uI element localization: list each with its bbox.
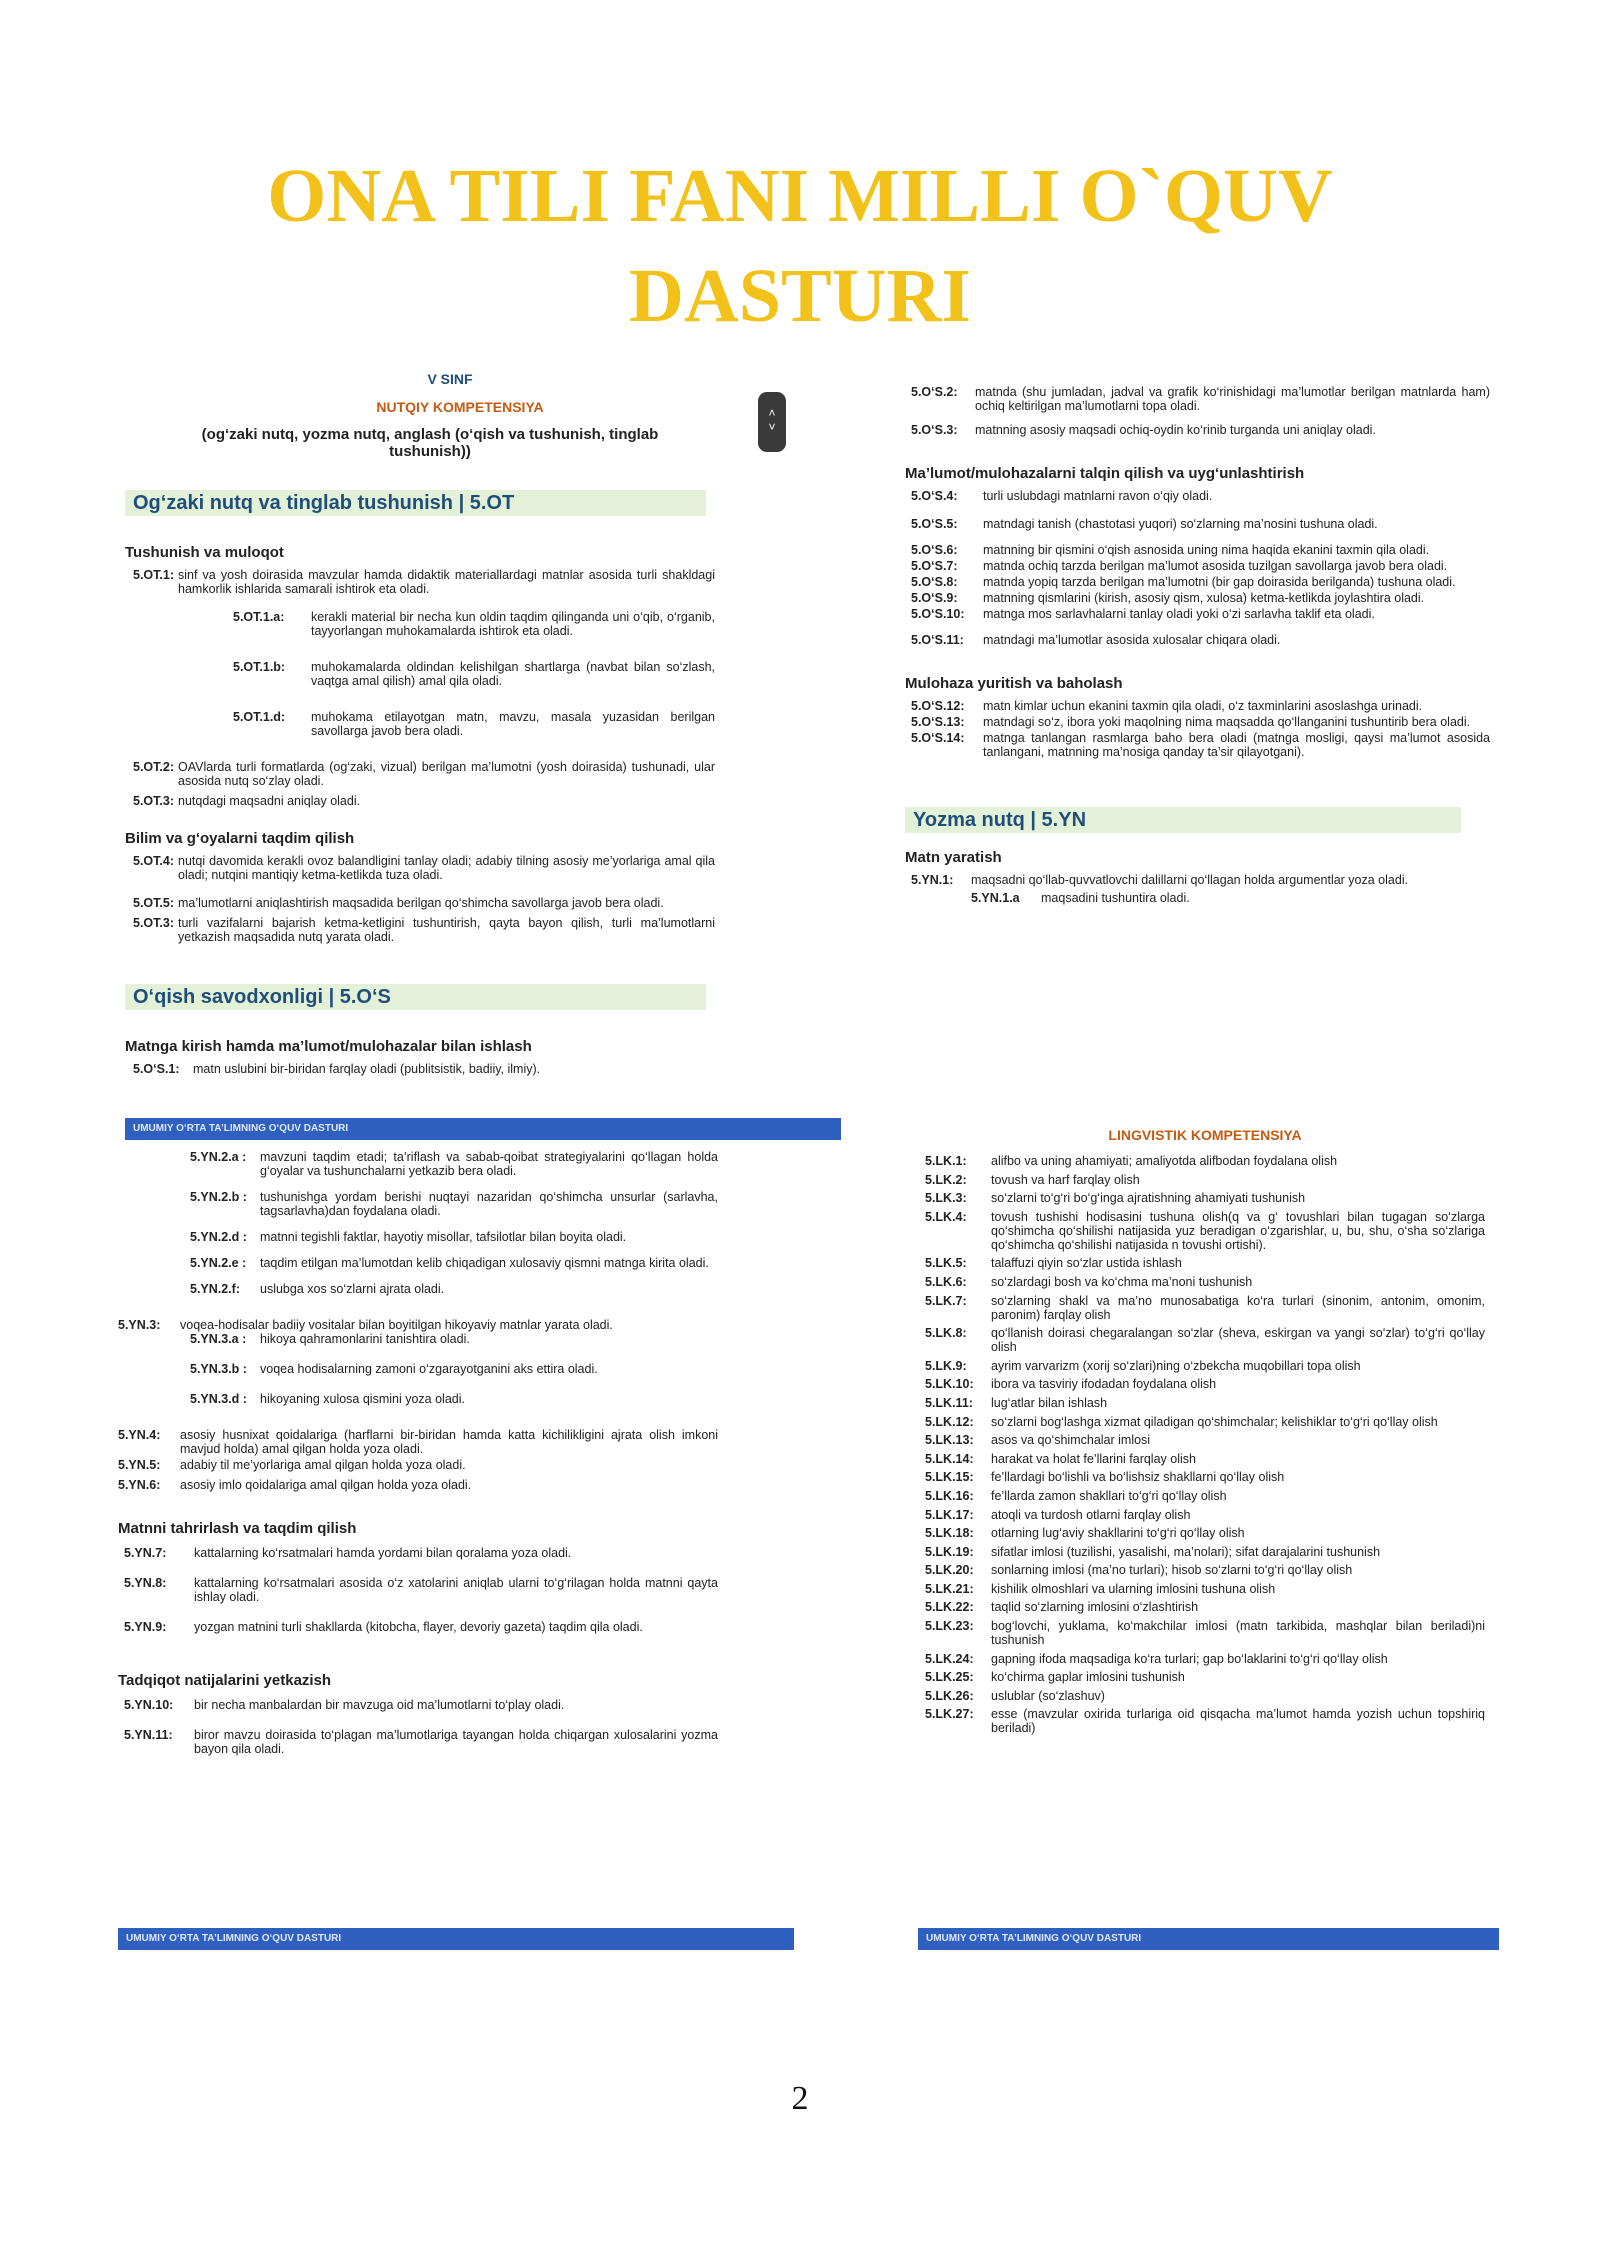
list-item: 5.OT.2: OAVlarda turli formatlarda (og‘zaki, vizual) berilgan ma’lumotni (yosh doirasida) tushunadi, ular asosida nutq so‘zlay oladi. [133, 760, 715, 788]
list-item: 5.O‘S.6: matnning bir qismini o‘qish asnosida uning nima haqida ekanini taxmin qila oladi. [911, 543, 1430, 557]
list-item: 5.LK.19: sifatlar imlosi (tuzilishi, yasalishi, ma’nolari); sifat darajalarini tushunish [925, 1544, 1381, 1559]
list-item: 5.YN.4: asosiy husnixat qoidalariga (harflarni bir-biridan hamda katta kichilikligini ajrata olish imkoni mavjud holda) amal qilgan holda yoza oladi. [118, 1428, 718, 1456]
list-item: 5.LK.15: fe’llardagi bo‘lishli va bo‘lishsiz shakllarni qo‘llay olish [925, 1470, 1285, 1485]
list-item: 5.YN.6: asosiy imlo qoidalariga amal qilgan holda yoza oladi. [118, 1478, 472, 1492]
list-item: 5.LK.17: atoqli va turdosh otlarni farqlay olish [925, 1507, 1191, 1522]
list-tushunish [125, 568, 715, 808]
list-tahrirlash [118, 1546, 718, 1634]
list-item: 5.O‘S.4: turli uslubdagi matnlarni ravon o‘qiy oladi. [911, 489, 1213, 503]
list-item: 5.LK.20: sonlarning imlosi (ma’no turlari); hisob so‘zlarni to‘g‘ri qo‘llay olish [925, 1563, 1353, 1578]
grade-label: V SINF [427, 371, 473, 387]
section-yozma-nutq: Yozma nutq | 5.YN [905, 807, 1461, 833]
list-item: 5.YN.10: bir necha manbalardan bir mavzuga oid ma’lumotlarni to‘play oladi. [124, 1698, 565, 1712]
list-item: 5.YN.2.e : taqdim etilgan ma’lumotdan kelib chiqadigan xulosaviy qismni matnga kirita oladi. [190, 1256, 709, 1270]
heading-talqin: Ma’lumot/mulohazalarni talqin qilish va uyg‘unlashtirish [905, 465, 1305, 482]
footer-banner: UMUMIY O‘RTA TA’LIMNING O‘QUV DASTURI [125, 1118, 841, 1140]
list-item: 5.O‘S.8: matnda yopiq tarzda berilgan ma’lumotni (bir gap doirasida berilganda) tushuna oladi. [911, 575, 1456, 589]
list-item: 5.OT.4: nutqi davomida kerakli ovoz balandligini tanlay oladi; adabiy tilning asosiy me’yorlariga amal qila oladi; nutqini mantiqiy ketma-ketlikda tuza oladi. [133, 854, 715, 882]
list-item: 5.YN.8: kattalarning ko‘rsatmalari asosida o‘z xatolarini aniqlab ularni to‘g‘rilagan holda matnni qayta ishlay oladi. [124, 1576, 718, 1604]
section-og-zaki-nutq: Og‘zaki nutq va tinglab tushunish | 5.OT [125, 490, 706, 516]
list-item: 5.OT.1.a: kerakli material bir necha kun oldin taqdim qilinganda uni o‘qib, o‘rganib, tayyorlangan muhokamalarda ishtirok eta oladi. [233, 610, 715, 638]
scroll-arrows-icon[interactable]: ˄ ˅ [758, 392, 786, 452]
list-item: 5.LK.21: kishilik olmoshlari va ularning imlosini tushuna olish [925, 1581, 1276, 1596]
list-item: 5.OT.3: nutqdagi maqsadni aniqlay oladi. [133, 794, 361, 808]
left-column-bottom [118, 1150, 718, 1756]
list-matn-yaratish [905, 873, 1490, 905]
list-item: 5.LK.8: qo‘llanish doirasi chegaralangan so‘zlar (sheva, eskirgan va yangi so‘zlar) to‘g‘ri qo‘llay olish [925, 1326, 1485, 1355]
list-item: 5.OT.1.b: muhokamalarda oldindan kelishilgan shartlarga (navbat bilan so‘zlash, vaqtga amal qilish) amal qila oladi. [233, 660, 715, 688]
list-item: 5.LK.2: tovush va harf farqlay olish [925, 1172, 1140, 1187]
list-talqin [905, 489, 1490, 647]
page-number: 2 [791, 2080, 809, 2117]
list-item: 5.OT.1.d: muhokama etilayotgan matn, mavzu, masala yuzasidan berilgan savollarga javob bera oladi. [233, 710, 715, 738]
list-item: 5.LK.9: ayrim varvarizm (xorij so‘zlari)ning o‘zbekcha muqobillari topa olish [925, 1358, 1361, 1373]
list-item: 5.LK.14: harakat va holat fe’llarini farqlay olish [925, 1451, 1196, 1466]
competence-heading: NUTQIY KOMPETENSIYA [376, 399, 544, 415]
list-item: 5.LK.10: ibora va tasviriy ifodadan foydalana olish [925, 1377, 1217, 1392]
heading-bilim: Bilim va g‘oyalarni taqdim qilish [125, 830, 355, 847]
list-yn2 [190, 1150, 718, 1296]
heading-tushunish: Tushunish va muloqot [125, 544, 284, 561]
list-item: 5.YN.2.d : matnni tegishli faktlar, hayotiy misollar, tafsilotlar bilan boyita oladi. [190, 1230, 627, 1244]
list-item: 5.LK.7: so‘zlarning shakl va ma’no munosabatiga ko‘ra turlari (sinonim, antonim, omonim, paronim) farqlay olish [925, 1293, 1485, 1322]
list-mulohaza [905, 699, 1490, 759]
right-column-bottom [925, 1128, 1485, 1740]
list-bilim [125, 854, 715, 944]
list-item: 5.LK.1: alifbo va uning ahamiyati; amaliyotda alifbodan foydalana olish [925, 1154, 1338, 1168]
list-item: 5.YN.2.b : tushunishga yordam berishi nuqtayi nazaridan qo‘shimcha unsurlar (sarlavha, tagsarlavha)dan foydalana oladi. [190, 1190, 718, 1218]
list-item: 5.YN.11: biror mavzu doirasida to‘plagan ma’lumotlariga tayangan holda chiqargan xulosalarini yozma bayon qila oladi. [124, 1728, 718, 1756]
list-item: 5.LK.6: so‘zlardagi bosh va ko‘chma ma’noni tushunish [925, 1274, 1253, 1289]
list-item: 5.YN.3.b : voqea hodisalarning zamoni o‘zgarayotganini aks ettira oladi. [190, 1362, 598, 1376]
list-item: 5.LK.13: asos va qo‘shimchalar imlosi [925, 1433, 1151, 1448]
list-item: 5.O‘S.12: matn kimlar uchun ekanini taxmin qila oladi, o‘z taxminlarini asoslashga urinadi. [911, 699, 1423, 713]
list-item: 5.YN.3.a : hikoya qahramonlarini tanishtira oladi. [190, 1332, 470, 1346]
list-item: 5.YN.2.f: uslubga xos so‘zlarni ajrata oladi. [190, 1282, 445, 1296]
list-item: 5.YN.1: maqsadni qo‘llab-quvvatlovchi dalillarni qo‘llagan holda argumentlar yoza oladi. [911, 873, 1409, 887]
list-item: 5.LK.11: lug‘atlar bilan ishlash [925, 1395, 1108, 1410]
list-item: 5.LK.18: otlarning lug‘aviy shakllarini to‘g‘ri qo‘llay olish [925, 1526, 1245, 1541]
list-item: 5.O‘S.1: matn uslubini bir-biridan farqlay oladi (publitsistik, badiiy, ilmiy). [133, 1062, 541, 1076]
list-item: 5.O‘S.11: matndagi ma’lumotlar asosida xulosalar chiqara oladi. [911, 633, 1281, 647]
list-item: 5.LK.27: esse (mavzular oxirida turlariga oid qisqacha ma’lumot hamda yozish uchun topshiriq beriladi) [925, 1707, 1485, 1736]
section-o-qish-savodxonligi: O‘qish savodxonligi | 5.O‘S [125, 984, 706, 1010]
list-item: 5.O‘S.13: matndagi so‘z, ibora yoki maqolning nima maqsadda qo‘llanganini tushuntirib bera oladi. [911, 715, 1471, 729]
list-item: 5.OT.3: turli vazifalarni bajarish ketma-ketligini tushuntirish, qayta bayon qilish, turli ma’lumotlarni yetkazish maqsadida nutq yarata oladi. [133, 916, 715, 944]
list-item: 5.OT.5: ma’lumotlarni aniqlashtirish maqsadida berilgan qo‘shimcha savollarga javob bera oladi. [133, 896, 664, 910]
list-item: 5.LK.5: talaffuzi qiyin so‘zlar ustida ishlash [925, 1256, 1182, 1271]
list-item: 5.LK.4: tovush tushishi hodisasini tushuna olish(q va g‘ tovushlari bilan tugagan so‘zlarga qo‘shimcha qo‘shilishi natijasida yuz beradigan o‘zgarishlar, u, bu, shu, o‘sha so‘zlariga qo‘shimcha qo‘shilishi natijasida n tovushi ortishi). [925, 1209, 1485, 1252]
list-yn4-6 [118, 1428, 718, 1492]
heading-tadqiqot: Tadqiqot natijalarini yetkazish [118, 1672, 332, 1689]
footer-banner: UMUMIY O‘RTA TA’LIMNING O‘QUV DASTURI [118, 1928, 794, 1950]
list-item: 5.YN.9: yozgan matnini turli shakllarda (kitobcha, flayer, devoriy gazeta) taqdim qila oladi. [124, 1620, 643, 1634]
heading-matnga-kirish: Matnga kirish hamda ma’lumot/mulohazalar bilan ishlash [125, 1038, 532, 1055]
heading-mulohaza: Mulohaza yuritish va baholash [905, 675, 1123, 692]
list-tadqiqot [118, 1698, 718, 1756]
list-yn3 [190, 1332, 718, 1406]
right-column-top [905, 385, 1490, 905]
list-item: 5.O‘S.7: matnda ochiq tarzda berilgan ma’lumot asosida tuzilgan savollarga javob bera oladi. [911, 559, 1448, 573]
heading-matn-yaratish: Matn yaratish [905, 849, 1002, 866]
document-title-line1: ONA TILI FANI MILLI O`QUV [267, 154, 1333, 238]
list-item: 5.LK.26: uslublar (so‘zlashuv) [925, 1688, 1105, 1703]
heading-matnni-tahrirlash: Matnni tahrirlash va taqdim qilish [118, 1520, 357, 1537]
list-item: 5.YN.5: adabiy til me’yorlariga amal qilgan holda yoza oladi. [118, 1458, 466, 1472]
list-item: 5.YN.3: voqea-hodisalar badiiy vositalar bilan boyitilgan hikoyaviy matnlar yarata oladi. [118, 1318, 613, 1332]
list-item: 5.LK.25: ko‘chirma gaplar imlosini tushunish [925, 1670, 1185, 1685]
list-os-top [905, 385, 1490, 437]
list-item: 5.LK.24: gapning ifoda maqsadiga ko‘ra turlari; gap bo‘laklarini to‘g‘ri qo‘llay olish [925, 1651, 1388, 1666]
list-item: 5.O‘S.3: matnning asosiy maqsadi ochiq-oydin ko‘rinib turganda uni aniqlay oladi. [911, 423, 1376, 437]
list-item: 5.O‘S.10: matnga mos sarlavhalarni tanlay oladi yoki o‘zi sarlavha taklif eta oladi. [911, 607, 1375, 621]
left-column-top [125, 372, 715, 1076]
list-item: 5.LK.16: fe’llarda zamon shakllari to‘g‘ri qo‘llay olish [925, 1488, 1227, 1503]
list-item: 5.LK.23: bog‘lovchi, yuklama, ko‘makchilar imlosi (matn tarkibida, mashqlar bilan beriladi)ni tushunish [925, 1619, 1485, 1648]
list-item: 5.YN.3.d : hikoyaning xulosa qismini yoza oladi. [190, 1392, 465, 1406]
document-title-line2: DASTURI [628, 254, 972, 338]
list-item: 5.O‘S.14: matnga tanlangan rasmlarga baho bera oladi (matnga mosligi, qaysi ma’lumot asosida tanlangani, matnning ma’nosiga qanday ta’sir qilayotgani). [911, 731, 1490, 759]
competence-heading: LINGVISTIK KOMPETENSIYA [1108, 1127, 1302, 1143]
list-item: 5.LK.12: so‘zlarni bog‘lashga xizmat qiladigan qo‘shimchalar; kelishiklar to‘g‘ri qo‘llay olish [925, 1414, 1438, 1429]
list-item: 5.O‘S.2: matnda (shu jumladan, jadval va grafik ko‘rinishidagi ma’lumotlar berilgan matnlarda ham) ochiq keltirilgan ma’lumotlarni topa oladi. [911, 385, 1490, 413]
list-item: 5.YN.1.a maqsadini tushuntira oladi. [971, 891, 1190, 905]
list-item: 5.OT.1: sinf va yosh doirasida mavzular hamda didaktik materiallardagi matnlar asosida turli shakldagi hamkorlik ishlarida samarali ishtirok eta oladi. [133, 568, 715, 596]
list-item: 5.LK.22: taqlid so‘zlarning imlosini o‘zlashtirish [925, 1600, 1199, 1615]
list-item: 5.YN.2.a : mavzuni taqdim etadi; ta’riflash va sabab-qoibat strategiyalarini qo‘llagan holda g‘oyalar va tushunchalarni yetkazib bera oladi. [190, 1150, 718, 1178]
list-item: 5.O‘S.5: matndagi tanish (chastotasi yuqori) so‘zlarning ma’nosini tushuna oladi. [911, 517, 1378, 531]
list-item: 5.LK.3: so‘zlarni to‘g‘ri bo‘g‘inga ajratishning ahamiyati tushunish [925, 1191, 1306, 1206]
list-item: 5.O‘S.9: matnning qismlarini (kirish, asosiy qism, xulosa) ketma-ketlikda joylashtira oladi. [911, 591, 1425, 605]
list-item: 5.YN.7: kattalarning ko‘rsatmalari hamda yordami bilan qoralama yoza oladi. [124, 1546, 572, 1560]
list-lk [925, 1154, 1485, 1735]
footer-banner: UMUMIY O‘RTA TA’LIMNING O‘QUV DASTURI [918, 1928, 1499, 1950]
competence-subtitle: (og‘zaki nutq, yozma nutq, anglash (o‘qish va tushunish, tinglab tushunish)) [201, 426, 659, 460]
